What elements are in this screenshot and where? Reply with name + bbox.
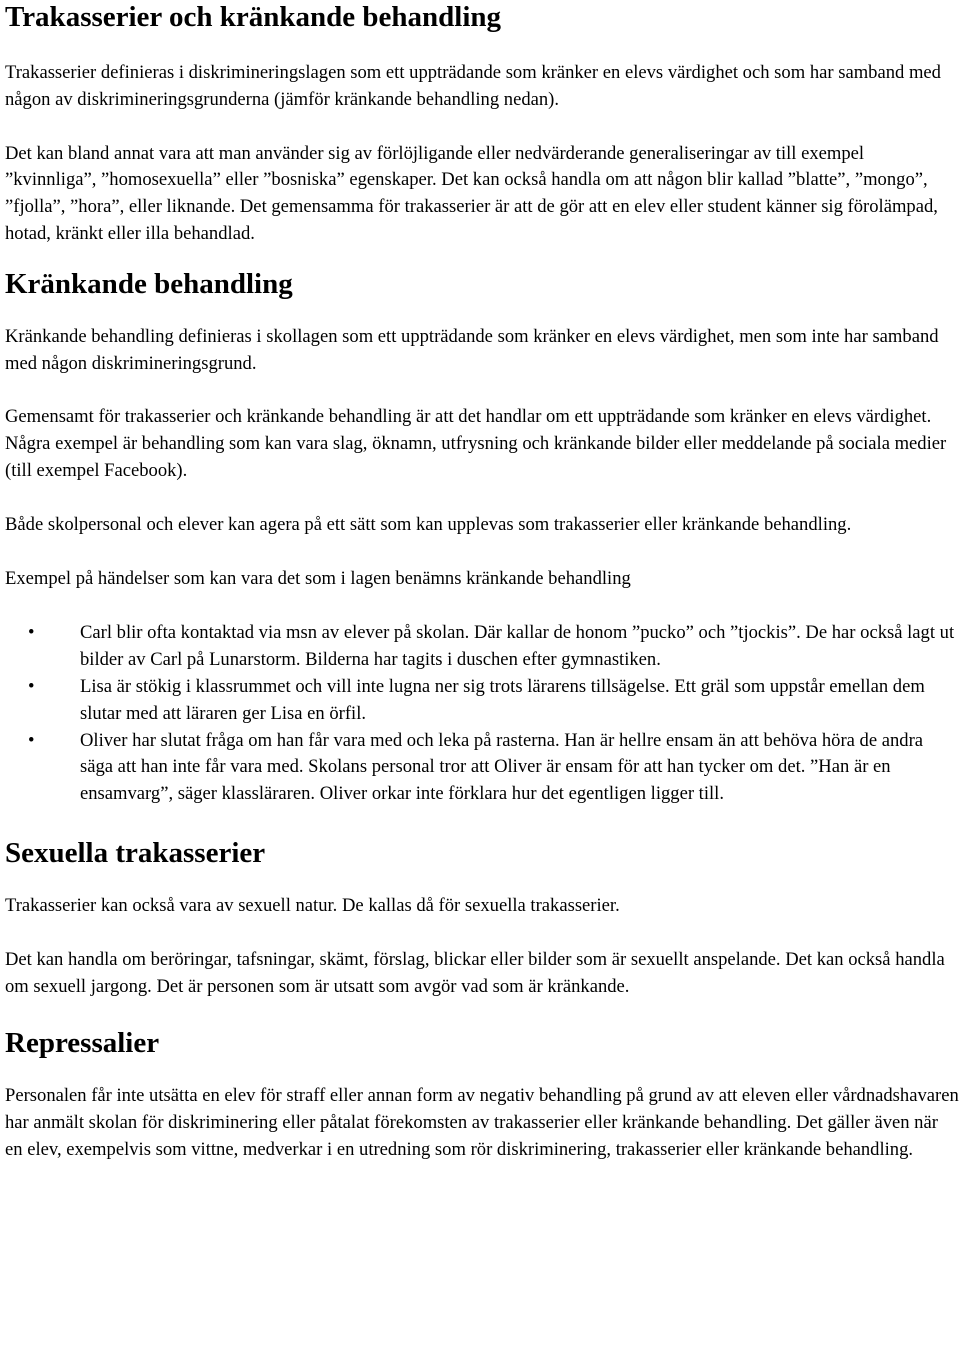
list-item (5, 674, 960, 728)
krankande-both-paragraph: Både skolpersonal och elever kan agera på ett sätt som kan upplevas som trakasserier eller kränkande behandling. (5, 513, 852, 535)
sexuella-details-paragraph: Det kan handla om beröringar, tafsningar, skämt, förslag, blickar eller bilder som är sexuellt anspelande. Det kan också handla om sexuell jargong. Det är personen som är utsatt som avgör vad som är kränkande. (5, 948, 945, 997)
sexuella-heading: Sexuella trakasserier (5, 836, 266, 869)
repressalier-heading: Repressalier (5, 1027, 160, 1060)
list-item-text: Carl blir ofta kontaktad via msn av elever på skolan. Där kallar de honom ”pucko” och ”tjockis”. De har också lagt ut bilder av Carl på Lunarstorm. Bilderna har tagits i duschen efter gymnastiken. (80, 622, 955, 671)
repressalier-paragraph: Personalen får inte utsätta en elev för straff eller annan form av negativ behandling på grund av att eleven eller vårdnadshavaren har anmält skolan för diskriminering eller påtalat förekomsten av trakasserier eller kränkande behandling. Det gäller även när en elev, exempelvis som vittne, medverkar i en utredning som rör diskriminering, trakasserier eller kränkande behandling. (5, 1085, 959, 1160)
examples-list (5, 620, 960, 808)
bullet-icon: • (28, 675, 35, 697)
page-title: Trakasserier och kränkande behandling (5, 1, 502, 33)
trakasserier-definition-paragraph: Trakasserier definieras i diskrimineringslagen som ett uppträdande som kränker en elevs värdighet och som har samband med någon av diskrimineringsgrunderna (jämför kränkande behandling nedan). (5, 62, 941, 110)
list-item (5, 728, 960, 808)
krankande-common-paragraph: Gemensamt för trakasserier och kränkande behandling är att det handlar om ett uppträdande som kränker en elevs värdighet. Några exempel är behandling som kan vara slag, öknamn, utfrysning och kränkande bilder eller meddelande på sociala medier (till exempel Facebook). (5, 406, 947, 481)
list-item-text: Oliver har slutat fråga om han får vara med och leka på rasterna. Han är hellre ensam än att behöva höra de andra säga att han inte får vara med. Skolans personal tror att Oliver är ensam för att han tycker om det. ”Han är en ensamvarg”, säger klassläraren. Oliver orkar inte förklara hur det egentligen ligger till. (80, 729, 924, 805)
bullet-icon: • (28, 622, 35, 644)
krankande-heading: Kränkande behandling (5, 267, 293, 300)
sexuella-intro-paragraph: Trakasserier kan också vara av sexuell natur. De kallas då för sexuella trakasserier. (5, 894, 620, 916)
bullet-icon: • (28, 729, 35, 751)
trakasserier-examples-paragraph: Det kan bland annat vara att man använder sig av förlöjligande eller nedvärderande generaliseringar av till exempel ”kvinnliga”, ”homosexuella” eller ”bosniska” egenskaper. Det kan också handla om att någon blir kallad ”blatte”, ”mongo”, ”fjolla”, ”hora”, eller liknande. Det gemensamma för trakasserier är att de gör att en elev eller student känner sig förolämpad, hotad, kränkt eller illa behandlad. (5, 142, 938, 244)
list-item-text: Lisa är stökig i klassrummet och vill inte lugna ner sig trots lärarens tillsägelse. Ett gräl som uppstår emellan dem slutar med att läraren ger Lisa en örfil. (80, 675, 925, 724)
list-item (5, 620, 960, 674)
krankande-examples-intro: Exempel på händelser som kan vara det som i lagen benämns kränkande behandling (5, 567, 631, 589)
document-page (5, 0, 960, 1164)
krankande-definition-paragraph: Kränkande behandling definieras i skollagen som ett uppträdande som kränker en elevs värdighet, men som inte har samband med någon diskrimineringsgrund. (5, 325, 939, 374)
